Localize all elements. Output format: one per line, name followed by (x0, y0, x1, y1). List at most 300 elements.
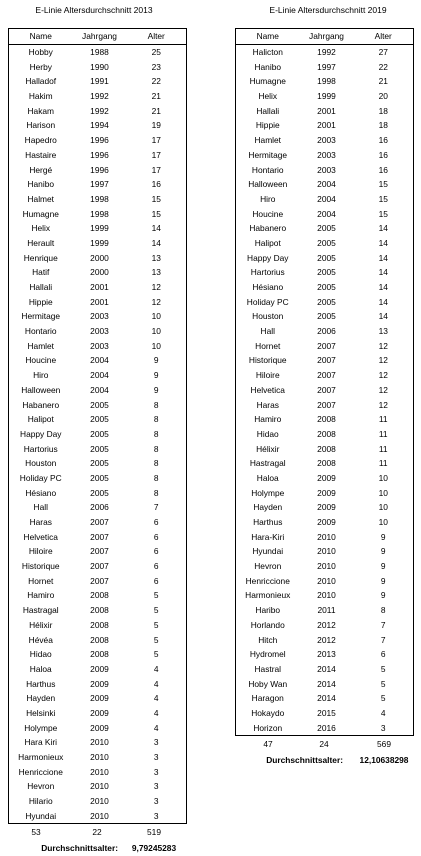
cell-alter: 5 (153, 619, 159, 630)
cell-jahrgang: 1998 (317, 76, 336, 87)
cell-name: Hippie (255, 120, 280, 131)
cell-alter: 12 (378, 399, 388, 410)
table-row (236, 74, 414, 89)
cell-alter: 14 (151, 223, 161, 234)
table-row (9, 500, 187, 515)
cell-jahrgang: 2007 (90, 561, 109, 572)
table-row (236, 250, 414, 265)
cell-jahrgang: 2010 (90, 766, 109, 777)
cell-alter: 6 (153, 546, 159, 557)
table-row (236, 221, 414, 236)
cell-alter: 11 (378, 443, 388, 454)
cell-jahrgang: 2016 (317, 722, 336, 733)
table-row (236, 236, 414, 251)
cell-alter: 21 (378, 76, 388, 87)
table-2019-body (236, 44, 414, 735)
cell-jahrgang: 2007 (317, 340, 336, 351)
cell-alter: 10 (151, 340, 161, 351)
table-row (9, 794, 187, 809)
cell-name: Halipot (254, 237, 281, 248)
cell-name: Henriccione (18, 766, 63, 777)
cell-alter: 5 (380, 693, 386, 704)
cell-name: Harmonieux (245, 590, 291, 601)
cell-name: Hakim (28, 91, 53, 102)
cell-name: Hontario (251, 164, 284, 175)
table-row (9, 706, 187, 721)
cell-jahrgang: 2010 (90, 810, 109, 821)
sum-count: 53 (31, 827, 41, 838)
cell-alter: 10 (378, 502, 388, 513)
cell-name: Hara-Kiri (251, 531, 285, 542)
cell-name: Hatif (32, 267, 50, 278)
table-row (9, 103, 187, 118)
cell-alter: 14 (378, 267, 388, 278)
cell-jahrgang: 2005 (90, 414, 109, 425)
sum-jahrgang: 24 (319, 739, 329, 749)
cell-jahrgang: 1988 (90, 47, 109, 58)
cell-alter: 3 (380, 722, 386, 733)
cell-alter: 16 (378, 135, 388, 146)
table-row (9, 720, 187, 735)
cell-alter: 27 (378, 47, 388, 58)
cell-alter: 4 (380, 707, 386, 718)
cell-jahrgang: 2015 (317, 707, 336, 718)
cell-jahrgang: 2012 (317, 634, 336, 645)
table-2013-summary (0, 824, 186, 856)
cell-name: Hobby (28, 47, 53, 58)
table-2019-title: E-Linie Altersdurchschnitt 2019 (269, 5, 387, 15)
cell-name: Hontario (24, 326, 57, 337)
table-row (236, 412, 414, 427)
cell-name: Haras (256, 399, 279, 410)
cell-alter: 3 (153, 737, 159, 748)
cell-alter: 12 (378, 340, 388, 351)
cell-jahrgang: 2010 (317, 590, 336, 601)
cell-alter: 15 (151, 208, 161, 219)
cell-alter: 5 (153, 649, 159, 660)
cell-jahrgang: 2007 (317, 399, 336, 410)
table-row (236, 603, 414, 618)
table-row (9, 647, 187, 662)
cell-name: Hallali (256, 105, 280, 116)
cell-jahrgang: 2004 (317, 179, 336, 190)
table-row (9, 309, 187, 324)
cell-jahrgang: 2007 (90, 575, 109, 586)
table-row (9, 471, 187, 486)
table-row (236, 720, 414, 735)
cell-jahrgang: 2000 (90, 267, 109, 278)
cell-name: Hokaydo (251, 707, 285, 718)
cell-jahrgang: 2010 (90, 796, 109, 807)
cell-name: Historique (21, 561, 60, 572)
table-2019-block (235, 0, 421, 768)
avg-value: 9,79245283 (131, 843, 177, 854)
table-row (9, 588, 187, 603)
cell-name: Herault (27, 237, 55, 248)
cell-alter: 12 (378, 384, 388, 395)
table-row (9, 441, 187, 456)
table-row (236, 192, 414, 207)
cell-name: Halipot (27, 414, 54, 425)
cell-jahrgang: 2003 (317, 149, 336, 160)
cell-jahrgang: 2006 (317, 326, 336, 337)
table-row (9, 456, 187, 471)
cell-alter: 3 (153, 781, 159, 792)
sum-jahrgang: 22 (92, 827, 102, 838)
cell-jahrgang: 2007 (317, 370, 336, 381)
cell-alter: 8 (153, 428, 159, 439)
cell-jahrgang: 2005 (317, 252, 336, 263)
cell-jahrgang: 2008 (90, 634, 109, 645)
cell-jahrgang: 2003 (317, 135, 336, 146)
sum-alter: 569 (377, 739, 391, 749)
cell-name: Hésiano (252, 282, 284, 293)
cell-name: Hélixir (256, 443, 280, 454)
table-row (236, 59, 414, 74)
cell-alter: 18 (378, 105, 388, 116)
cell-jahrgang: 1992 (90, 105, 109, 116)
cell-jahrgang: 2007 (317, 355, 336, 366)
cell-name: Helix (31, 223, 51, 234)
cell-alter: 12 (378, 355, 388, 366)
table-row (9, 177, 187, 192)
cell-jahrgang: 1996 (90, 149, 109, 160)
cell-jahrgang: 2009 (317, 502, 336, 513)
cell-name: Hidao (29, 649, 52, 660)
table-row (236, 559, 414, 574)
cell-alter: 7 (380, 634, 386, 645)
cell-name: Holympe (24, 722, 58, 733)
cell-alter: 5 (380, 663, 386, 674)
cell-jahrgang: 1998 (90, 208, 109, 219)
cell-name: Holympe (251, 487, 285, 498)
cell-jahrgang: 2008 (90, 605, 109, 616)
cell-name: Halloween (21, 384, 61, 395)
cell-alter: 3 (153, 752, 159, 763)
table-row (236, 89, 414, 104)
cell-jahrgang: 2009 (90, 707, 109, 718)
table-row (9, 750, 187, 765)
cell-name: Hartorius (23, 443, 58, 454)
cell-jahrgang: 2005 (317, 296, 336, 307)
table-row (9, 59, 187, 74)
cell-name: Halmet (27, 193, 55, 204)
table-row (9, 676, 187, 691)
table-row (9, 764, 187, 779)
table-row (9, 485, 187, 500)
sum-alter: 519 (147, 827, 161, 838)
cell-alter: 17 (151, 135, 161, 146)
cell-jahrgang: 2014 (317, 678, 336, 689)
table-row (236, 706, 414, 721)
cell-jahrgang: 1997 (317, 61, 336, 72)
cell-jahrgang: 2008 (90, 590, 109, 601)
col-header-jahrgang: Jahrgang (73, 29, 127, 45)
col-header-jahrgang: Jahrgang (300, 29, 354, 45)
cell-alter: 14 (151, 237, 161, 248)
table-2019 (235, 28, 414, 736)
cell-name: Hallali (29, 282, 53, 293)
sum-count: 47 (263, 739, 273, 749)
cell-jahrgang: 2007 (90, 531, 109, 542)
table-row (236, 500, 414, 515)
cell-name: Hergé (29, 164, 53, 175)
cell-name: Helsinki (26, 707, 56, 718)
cell-name: Hermitage (21, 311, 61, 322)
table-row (236, 206, 414, 221)
cell-jahrgang: 1999 (317, 91, 336, 102)
table-row (9, 573, 187, 588)
cell-name: Hamiro (254, 414, 282, 425)
cell-name: Hésiano (25, 487, 57, 498)
table-row (236, 44, 414, 59)
col-header-name: Name (236, 29, 300, 45)
cell-name: Hayden (253, 502, 283, 513)
table-row (9, 603, 187, 618)
table-row (236, 294, 414, 309)
cell-alter: 11 (378, 458, 388, 469)
col-header-name: Name (9, 29, 73, 45)
table-row (236, 397, 414, 412)
cell-jahrgang: 2009 (90, 663, 109, 674)
table-row (9, 529, 187, 544)
cell-jahrgang: 2009 (317, 517, 336, 528)
cell-alter: 5 (380, 678, 386, 689)
cell-jahrgang: 2001 (317, 120, 336, 131)
cell-alter: 12 (151, 296, 161, 307)
cell-name: Hornet (255, 340, 281, 351)
cell-name: Holiday PC (19, 472, 62, 483)
cell-alter: 14 (378, 282, 388, 293)
cell-name: Hastral (254, 663, 282, 674)
cell-alter: 4 (153, 678, 159, 689)
table-row (9, 559, 187, 574)
cell-alter: 8 (153, 414, 159, 425)
cell-jahrgang: 2010 (317, 546, 336, 557)
table-row (236, 676, 414, 691)
cell-jahrgang: 2005 (90, 443, 109, 454)
cell-jahrgang: 2009 (317, 487, 336, 498)
cell-alter: 6 (153, 561, 159, 572)
cell-jahrgang: 2010 (90, 781, 109, 792)
cell-jahrgang: 2007 (317, 384, 336, 395)
table-row (236, 485, 414, 500)
cell-alter: 9 (153, 384, 159, 395)
cell-name: Harthus (26, 678, 56, 689)
cell-jahrgang: 1992 (90, 91, 109, 102)
table-row (236, 441, 414, 456)
cell-name: Hévéa (28, 634, 53, 645)
cell-jahrgang: 2010 (90, 752, 109, 763)
cell-name: Holiday PC (246, 296, 289, 307)
table-2013-body (9, 44, 187, 823)
cell-jahrgang: 1991 (90, 76, 109, 87)
cell-alter: 20 (378, 91, 388, 102)
col-header-alter: Alter (354, 29, 414, 45)
cell-name: Houston (25, 458, 57, 469)
cell-jahrgang: 2008 (317, 414, 336, 425)
table-row (9, 280, 187, 295)
cell-name: Humagne (22, 208, 59, 219)
cell-name: Hiloire (255, 370, 280, 381)
cell-alter: 14 (378, 223, 388, 234)
cell-name: Hermitage (248, 149, 288, 160)
cell-name: Haloa (256, 472, 279, 483)
table-row (9, 74, 187, 89)
cell-jahrgang: 2000 (90, 252, 109, 263)
cell-jahrgang: 2008 (317, 443, 336, 454)
table-row (236, 118, 414, 133)
table-row (9, 427, 187, 442)
cell-alter: 22 (151, 76, 161, 87)
cell-alter: 8 (153, 458, 159, 469)
cell-alter: 3 (153, 796, 159, 807)
cell-name: Historique (248, 355, 287, 366)
table-row (236, 368, 414, 383)
cell-alter: 21 (151, 91, 161, 102)
table-row (236, 632, 414, 647)
cell-jahrgang: 2003 (90, 311, 109, 322)
cell-alter: 11 (378, 428, 388, 439)
cell-alter: 8 (153, 399, 159, 410)
cell-name: Hiro (33, 370, 49, 381)
cell-alter: 9 (380, 561, 386, 572)
cell-alter: 10 (378, 517, 388, 528)
table-row (9, 662, 187, 677)
cell-jahrgang: 2010 (317, 575, 336, 586)
cell-jahrgang: 2001 (90, 296, 109, 307)
table-row (236, 588, 414, 603)
cell-alter: 5 (153, 605, 159, 616)
cell-alter: 7 (153, 502, 159, 513)
cell-name: Haribo (255, 605, 281, 616)
table-row (9, 618, 187, 633)
cell-name: Hevron (254, 561, 282, 572)
cell-name: Henriccione (245, 575, 290, 586)
cell-alter: 23 (151, 61, 161, 72)
cell-name: Hara Kiri (24, 737, 58, 748)
cell-alter: 6 (153, 531, 159, 542)
header-row (236, 29, 414, 45)
cell-alter: 22 (378, 61, 388, 72)
cell-alter: 19 (151, 120, 161, 131)
cell-name: Hyundai (25, 810, 57, 821)
cell-jahrgang: 2001 (90, 282, 109, 293)
cell-jahrgang: 2005 (317, 223, 336, 234)
cell-jahrgang: 2005 (90, 487, 109, 498)
table-row (9, 250, 187, 265)
cell-name: Horlando (250, 619, 285, 630)
cell-alter: 7 (380, 619, 386, 630)
cell-name: Hornet (28, 575, 54, 586)
cell-alter: 17 (151, 164, 161, 175)
cell-jahrgang: 2010 (90, 737, 109, 748)
table-2013 (8, 28, 187, 824)
cell-name: Humagne (249, 76, 286, 87)
cell-alter: 14 (378, 237, 388, 248)
cell-alter: 10 (151, 326, 161, 337)
cell-jahrgang: 1996 (90, 164, 109, 175)
cell-alter: 11 (378, 414, 388, 425)
cell-name: Hélixir (29, 619, 53, 630)
cell-jahrgang: 1992 (317, 47, 336, 58)
table-row (9, 779, 187, 794)
table-row (9, 338, 187, 353)
cell-jahrgang: 1999 (90, 237, 109, 248)
cell-alter: 12 (151, 282, 161, 293)
cell-name: Happy Day (20, 428, 62, 439)
cell-alter: 21 (151, 105, 161, 116)
cell-alter: 13 (378, 326, 388, 337)
table-row (236, 148, 414, 163)
cell-name: Halloween (248, 179, 288, 190)
cell-name: Houcine (25, 355, 57, 366)
cell-jahrgang: 2009 (90, 722, 109, 733)
sum-row (0, 824, 186, 840)
table-row (9, 148, 187, 163)
cell-alter: 5 (153, 634, 159, 645)
cell-jahrgang: 2001 (317, 105, 336, 116)
table-row (236, 265, 414, 280)
table-row (9, 397, 187, 412)
cell-jahrgang: 2005 (317, 267, 336, 278)
cell-alter: 17 (151, 149, 161, 160)
cell-alter: 15 (378, 208, 388, 219)
cell-alter: 9 (153, 355, 159, 366)
cell-jahrgang: 2007 (90, 546, 109, 557)
avg-row (0, 840, 186, 856)
cell-name: Henrique (23, 252, 58, 263)
table-row (236, 662, 414, 677)
avg-value: 12,10638298 (359, 755, 409, 765)
cell-name: Hamiro (27, 590, 55, 601)
cell-name: Haloa (29, 663, 52, 674)
cell-jahrgang: 2014 (317, 693, 336, 704)
cell-jahrgang: 2005 (317, 282, 336, 293)
cell-alter: 10 (151, 311, 161, 322)
table-row (9, 89, 187, 104)
table-row (236, 280, 414, 295)
table-row (9, 368, 187, 383)
table-row (9, 632, 187, 647)
cell-jahrgang: 2013 (317, 649, 336, 660)
cell-name: Hartorius (250, 267, 285, 278)
table-row (9, 353, 187, 368)
cell-name: Harmonieux (18, 752, 64, 763)
table-row (9, 808, 187, 823)
cell-jahrgang: 2005 (90, 428, 109, 439)
cell-jahrgang: 2004 (90, 355, 109, 366)
cell-jahrgang: 2003 (317, 164, 336, 175)
table-row (236, 544, 414, 559)
table-row (236, 177, 414, 192)
cell-name: Horizon (253, 722, 283, 733)
cell-jahrgang: 2010 (317, 531, 336, 542)
table-row (236, 383, 414, 398)
table-row (9, 544, 187, 559)
table-row (9, 221, 187, 236)
table-row (9, 294, 187, 309)
cell-alter: 9 (380, 531, 386, 542)
cell-jahrgang: 1999 (90, 223, 109, 234)
cell-alter: 10 (378, 487, 388, 498)
table-row (236, 691, 414, 706)
table-row (9, 162, 187, 177)
cell-jahrgang: 2009 (90, 678, 109, 689)
cell-name: Helix (258, 91, 278, 102)
cell-name: Hyundai (252, 546, 284, 557)
table-row (9, 412, 187, 427)
